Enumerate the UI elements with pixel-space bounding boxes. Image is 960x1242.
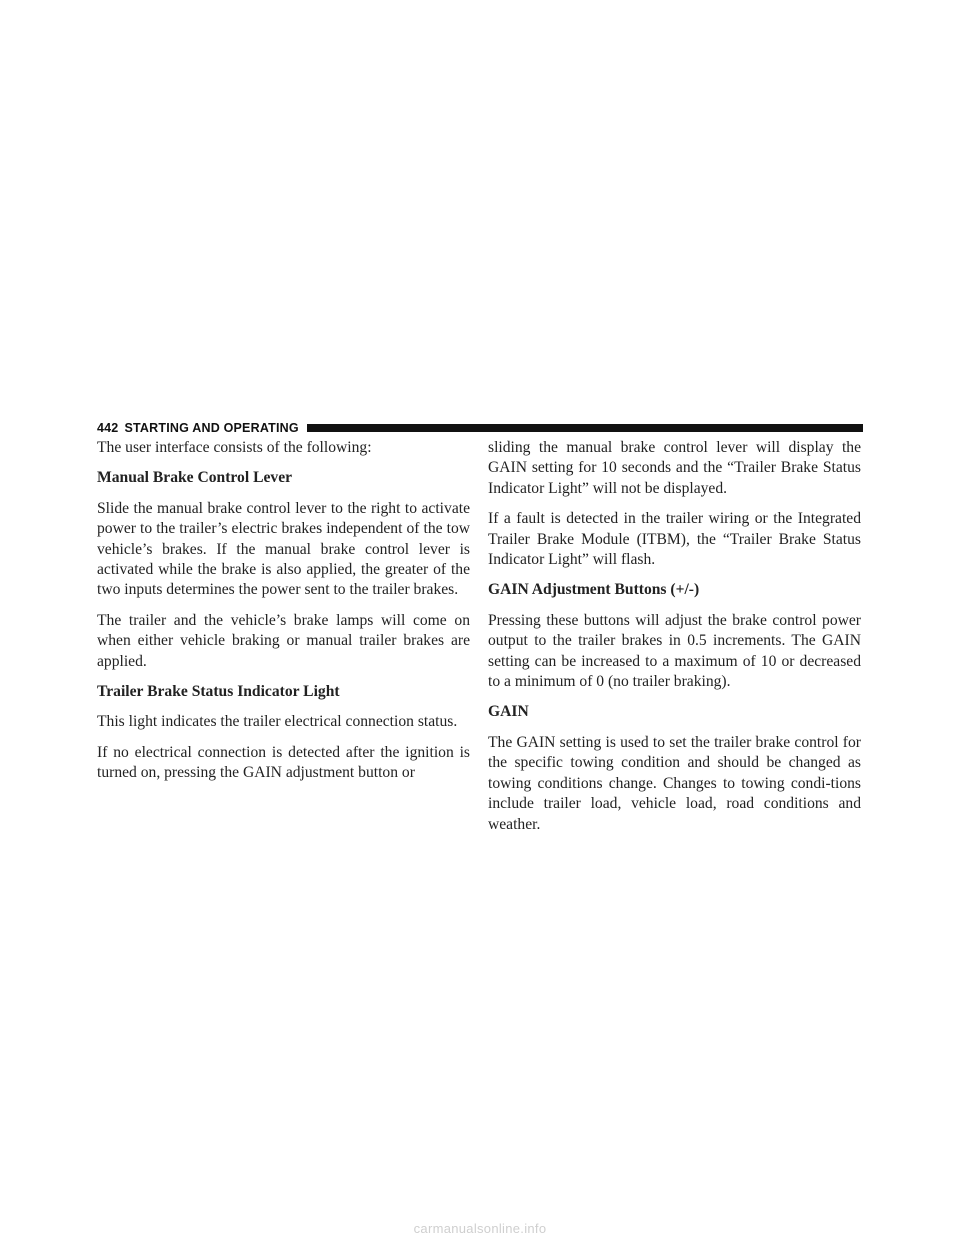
intro-paragraph: The user interface consists of the following: [97,439,372,456]
header-rule [307,424,863,432]
page-header [97,420,863,436]
watermark: carmanualsonline.info [413,1221,547,1236]
paragraph-fault-detected: If a fault is detected in the trailer wiring or the Integrated Trailer Brake Module (ITBM), the “Trailer Brake Status Indicator Light” will flash. [488,510,861,569]
heading-gain-adjustment-buttons: GAIN Adjustment Buttons (+/-) [488,581,700,599]
left-column [97,438,470,794]
paragraph-connection-status: This light indicates the trailer electrical connection status. [97,713,458,731]
paragraph-manual-lever: Slide the manual brake control lever to the right to activate power to the trailer’s electric brakes independent of the tow vehicle’s brakes. If the manual brake control lever is activated while the brake is also applied, the greater of the two inputs determines the power sent to the trailer brakes. [97,499,470,599]
paragraph-gain-display: sliding the manual brake control lever will display the GAIN setting for 10 seconds and the “Trailer Brake Status Indicator Light” will not be displayed. [488,439,861,497]
page-number: 442 [97,421,119,435]
heading-gain: GAIN [488,703,529,721]
paragraph-gain-setting: The GAIN setting is used to set the trailer brake control for the specific towing condition and should be changed as towing conditions change. Changes to towing condi-tions include trailer load, vehicle load, road conditions and weather. [488,733,861,833]
paragraph-brake-lamps: The trailer and the vehicle’s brake lamps will come on when either vehicle braking or manual trailer brakes are applied. [97,611,470,670]
paragraph-no-connection: If no electrical connection is detected after the ignition is turned on, pressing the GAIN adjustment button or [97,743,470,782]
section-title: STARTING AND OPERATING [124,421,299,435]
heading-manual-brake-control-lever: Manual Brake Control Lever [97,469,293,487]
paragraph-gain-buttons: Pressing these buttons will adjust the brake control power output to the trailer brakes in 0.5 increments. The GAIN setting can be increased to a maximum of 10 or decreased to a minimum of 0 (no trailer braking). [488,611,861,691]
right-column [488,438,861,845]
heading-status-indicator-light: Trailer Brake Status Indicator Light [97,683,340,701]
